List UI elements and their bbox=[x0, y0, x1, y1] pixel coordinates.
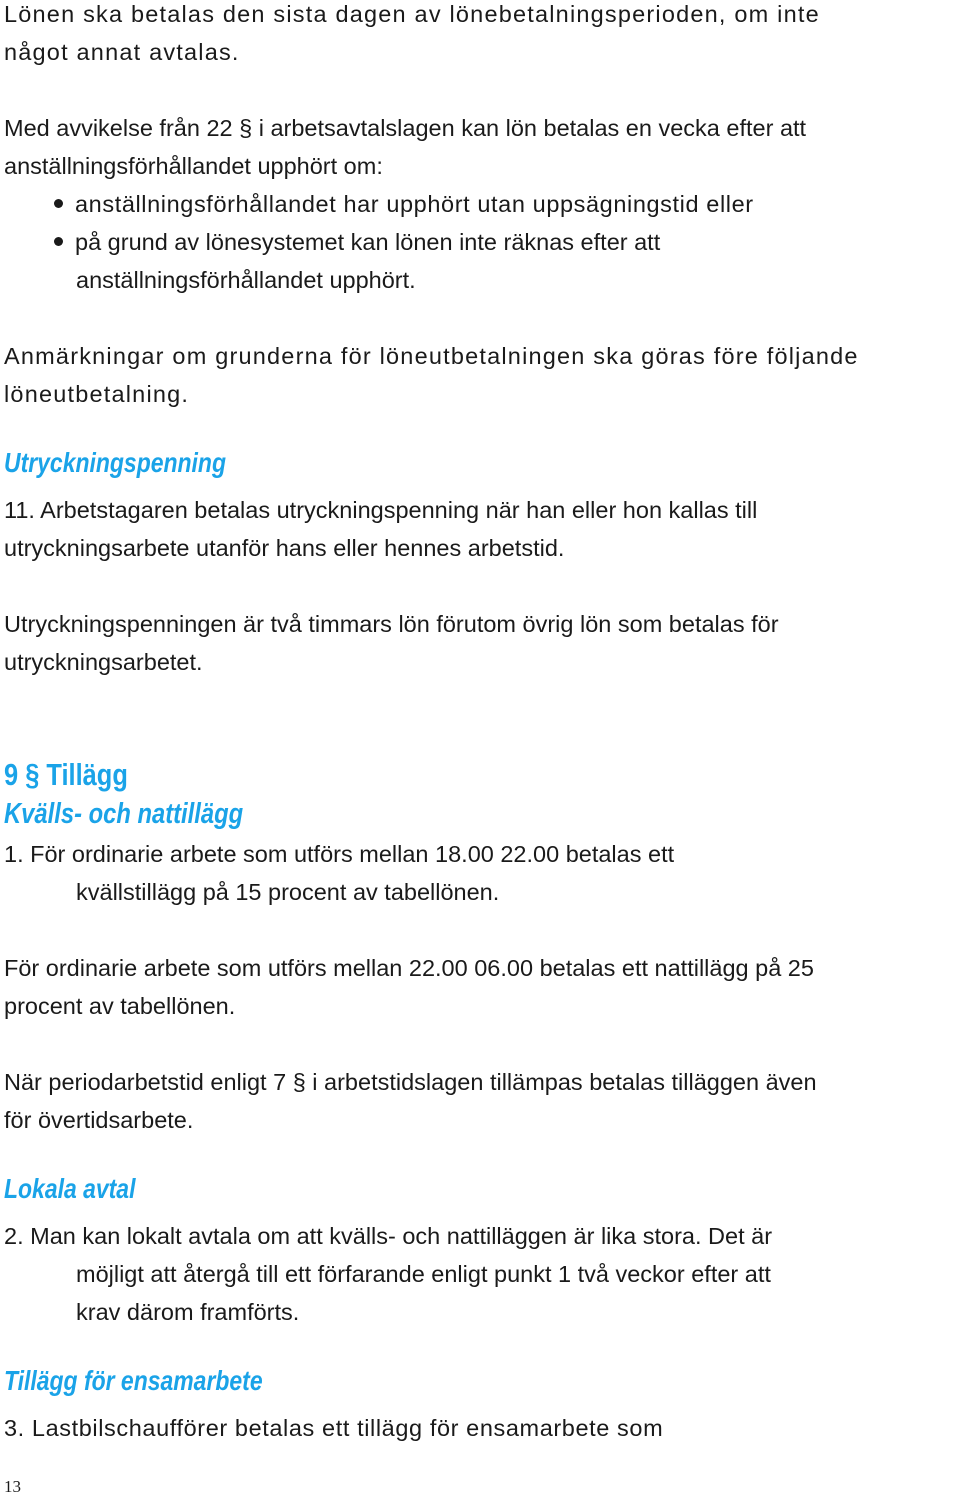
paragraph-line: Med avvikelse från 22 § i arbetsavtalslagen kan lön betalas en vecka efter att bbox=[4, 115, 807, 141]
section-heading-ensamarbete: Tillägg för ensamarbete bbox=[4, 1365, 263, 1396]
paragraph-line: När periodarbetstid enligt 7 § i arbetstidslagen tillämpas betalas tilläggen även bbox=[4, 1069, 817, 1095]
paragraph-line: löneutbetalning. bbox=[4, 381, 190, 407]
paragraph-line: För ordinarie arbete som utförs mellan 22.00 06.00 betalas ett nattillägg på 25 bbox=[4, 955, 814, 981]
bullet-icon bbox=[54, 237, 63, 246]
bullet-text: på grund av lönesystemet kan lönen inte räknas efter att bbox=[75, 229, 661, 255]
paragraph-line: 2. Man kan lokalt avtala om att kvälls- och nattilläggen är lika stora. Det är bbox=[4, 1223, 773, 1249]
paragraph-line: 11. Arbetstagaren betalas utryckningspenning när han eller hon kallas till bbox=[4, 497, 758, 523]
section-heading-tillagg: 9 § Tillägg bbox=[4, 757, 128, 792]
paragraph-line: anställningsförhållandet upphört om: bbox=[4, 153, 383, 179]
paragraph-line: procent av tabellönen. bbox=[4, 993, 236, 1019]
paragraph-line: 3. Lastbilschaufförer betalas ett tillägg för ensamarbete som bbox=[4, 1415, 664, 1441]
paragraph-line: 1. För ordinarie arbete som utförs mellan 18.00 22.00 betalas ett bbox=[4, 841, 675, 867]
subheading-kvalls-och-nattillagg: Kvälls- och nattillägg bbox=[4, 798, 244, 830]
section-heading-lokala-avtal: Lokala avtal bbox=[4, 1173, 136, 1204]
paragraph-line: för övertidsarbete. bbox=[4, 1107, 194, 1133]
paragraph-line: utryckningsarbete utanför hans eller hennes arbetstid. bbox=[4, 535, 565, 561]
bullet-continuation: anställningsförhållandet upphört. bbox=[76, 267, 416, 293]
bullet-icon bbox=[54, 199, 63, 208]
section-heading-utryckningspenning: Utryckningspenning bbox=[4, 447, 226, 478]
bullet-item bbox=[54, 228, 660, 256]
paragraph-line: möjligt att återgå till ett förfarande enligt punkt 1 två veckor efter att bbox=[76, 1261, 771, 1287]
paragraph-line: krav därom framförts. bbox=[76, 1299, 300, 1325]
page-number: 13 bbox=[4, 1477, 21, 1496]
paragraph-line: Anmärkningar om grunderna för löneutbetalningen ska göras före följande bbox=[4, 343, 859, 369]
paragraph-line: utryckningsarbetet. bbox=[4, 649, 203, 675]
paragraph-line: något annat avtalas. bbox=[4, 39, 240, 65]
paragraph-line: Lönen ska betalas den sista dagen av lönebetalningsperioden, om inte bbox=[4, 1, 820, 27]
paragraph-line: kvällstillägg på 15 procent av tabellönen. bbox=[76, 879, 500, 905]
paragraph-line: Utryckningspenningen är två timmars lön förutom övrig lön som betalas för bbox=[4, 611, 779, 637]
bullet-text: anställningsförhållandet har upphört utan uppsägningstid eller bbox=[75, 191, 754, 217]
bullet-item bbox=[54, 190, 754, 218]
